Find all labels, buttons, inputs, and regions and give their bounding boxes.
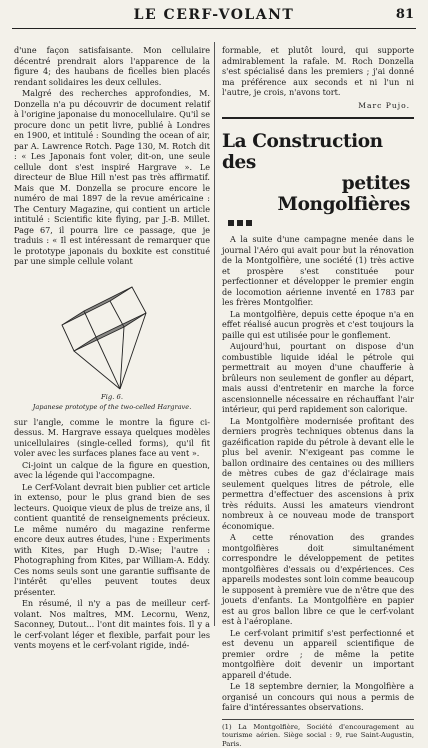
footnote-rule [222, 719, 414, 720]
kite-illustration [52, 273, 172, 391]
paragraph: Aujourd'hui, pourtant on dispose d'un combustible liquide idéal le pétrole qui permettrait au moyen d'une chaufferie à brûleurs non seulement de gonfler au départ, mais aussi d'entretenir en marche la force ascensionnelle nécessaire en réchauffant l'air intérieur, qui perd rapidement son calorique. [222, 341, 414, 415]
figure-caption: Japanese prototype of the two-celled Hargrave. [14, 402, 210, 413]
article-title [222, 131, 414, 215]
paragraph: En résumé, il n'y a pas de meilleur cerf-volant. Nos maîtres, MM. Lecornu, Wenz, Saconney, Dutout... l'ont dit maintes fois. Il y a le cerf-volant léger et flexible, parfait pour les vents moyens et le cerf-volant rigide, indé- [14, 598, 210, 651]
paragraph: Le cerf-volant primitif s'est perfectionné et est devenu un appareil scientifique de premier ordre ; de même la petite montgolfière doit devenir un important appareil d'étude. [222, 628, 414, 681]
page-number: 81 [396, 7, 414, 22]
paragraph: A la suite d'une campagne menée dans le journal l'Aéro qui avait pour but la rénovation de la Montgolfière, une société (1) très active et prospère s'est constituée pour perfectionner et développer le premier engin de locomotion aérienne inventé en 1783 par les frères Montgolfier. [222, 234, 414, 308]
paragraph: d'une façon satisfaisante. Mon cellulaire décentré prendrait alors l'apparence de la figure 4; des haubans de ficelles bien placés rendant solidaires les deux cellules. [14, 45, 210, 87]
left-column [14, 45, 210, 652]
journal-title: LE CERF-VOLANT [12, 7, 416, 23]
paragraph: Ci-joint un calque de la figure en question, avec la légende qui l'accompagne. [14, 460, 210, 481]
paragraph: La montgolfière, depuis cette époque n'a en effet réalisé aucun progrès et c'est toujours la paille qui est utilisée pour le gonflement. [222, 309, 414, 341]
figure-6 [14, 273, 210, 413]
column-divider [214, 42, 215, 626]
paragraph: A cette rénovation des grandes montgolfières doit simultanément correspondre le développement de petites montgolfières d'essais ou d'expériences. Ces appareils modestes sont loin comme beaucoup le supposent à première vue de n'être que des jouets d'enfants. La Montgolfière en papier est au gros ballon libre ce que le cerf-volant est à l'aéroplane. [222, 532, 414, 627]
paragraph: Malgré des recherches approfondies, M. Donzella n'a pu découvrir de document relatif à l'origine japonaise du monocellulaire. Qu'il se procure donc un petit livre, publié à Londres en 1900, et intitulé : Sounding the ocean of air, par A. Lawrence Rotch. Page 130, M. Rotch dit : « Les Japonais font voler, dit-on, une seule cellule dont s'est inspiré Hargrave ». Le directeur de Blue Hill n'est pas très affirmatif. Mais que M. Donzella se procure encore le numéro de mai 1897 de la revue américaine : The Century Magazine, qui contient un article intitulé : Scientific kite flying, par J.-B. Millet. Page 67, il pourra lire ce passage, que je traduis : « Il est intéressant de remarquer que le prototype japonais du boxkite est constitué par une simple cellule volant [14, 88, 210, 267]
paragraph: formable, et plutôt lourd, qui supporte admirablement la rafale. M. Roch Donzella s'est spécialisé dans les premiers ; j'ai donné ma préférence aux seconds et ni l'un ni l'autre, je crois, n'avons tort. [222, 45, 414, 98]
article-title-line: petites Mongolfières [222, 173, 414, 215]
article-title-line: La Construction des [222, 131, 414, 173]
author-signature: Marc Pujo. [222, 101, 410, 112]
paragraph: Le 18 septembre dernier, la Mongolfière a organisé un concours qui nous a permis de faire d'intéressantes observations. [222, 681, 414, 713]
paragraph: sur l'angle, comme le montre la figure ci-dessus. M. Hargrave essaya quelques modèles unicellulaires (single-celled forms), qu'il fit voler avec les surfaces planes face au vent ». [14, 417, 210, 459]
title-ornament [222, 220, 414, 226]
paragraph: La Montgolfière modernisée profitant des derniers progrès techniques obtenus dans la gazéification rapide du pétrole à devant elle le plus bel avenir. N'exigeant pas comme le ballon ordinaire des centaines ou des milliers de mètres cubes de gaz d'éclairage mais seulement quelques litres de pétrole, elle permettra d'effectuer des ascensions à prix très réduits. Aussi les amateurs viendront nombreux à ce nouveau mode de transport économique. [222, 416, 414, 532]
page-header [12, 6, 416, 29]
ornament-square [246, 220, 252, 226]
footnote: (1) La Montgolfière, Société d'encouragement au tourisme aérien. Siège social : 9, rue Saint-Augustin, Paris. [222, 723, 414, 748]
figure-number: Fig. 6. [14, 392, 210, 403]
section-separator [222, 117, 414, 119]
ornament-square [237, 220, 243, 226]
right-column [222, 45, 414, 748]
paragraph: Le Cerf-Volant devrait bien publier cet article in extenso, pour le plus grand bien de ses lecteurs. Quoique vieux de plus de treize ans, il contient quantité de renseignements précieux. Le même numéro du magazine renferme encore deux autres études, l'une : Experiments with Kites, par Hugh D.-Wise; l'autre : Photographing from Kites, par William-A. Eddy. Ces noms seuls sont une garantie suffisante de l'intérêt qu'elles peuvent toutes deux présenter. [14, 482, 210, 598]
ornament-square [228, 220, 234, 226]
